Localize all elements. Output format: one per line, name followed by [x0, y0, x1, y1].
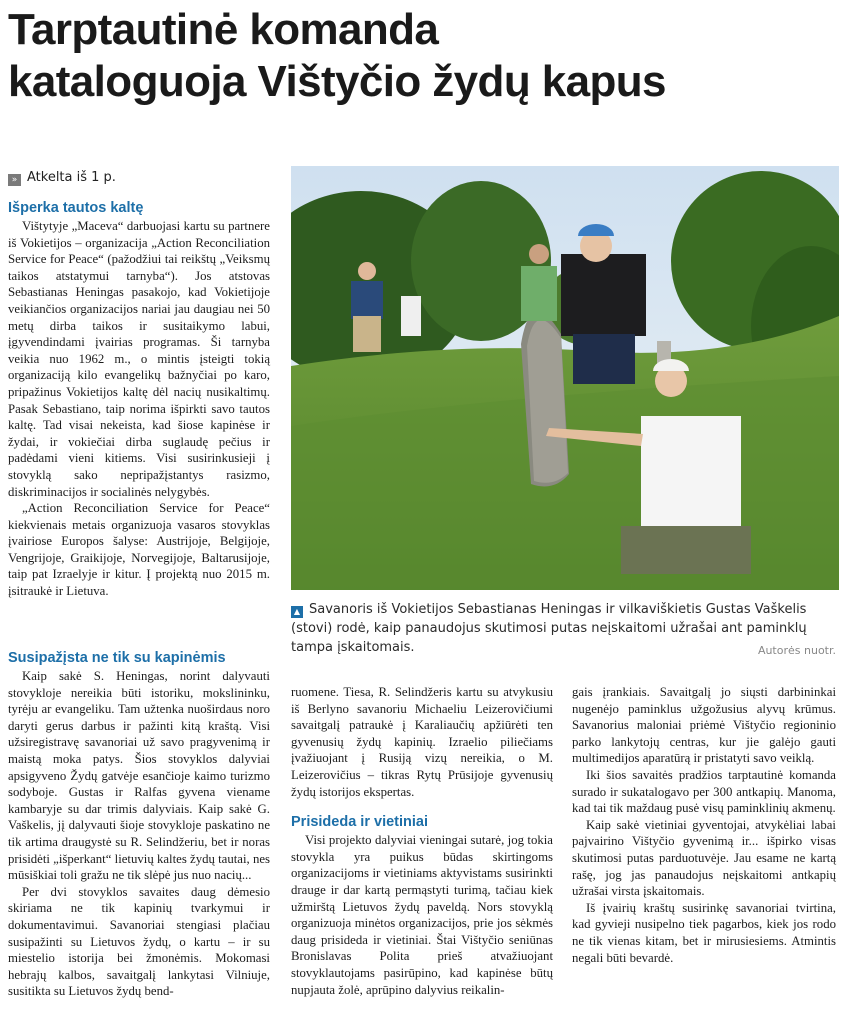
article-column-3 — [572, 684, 836, 966]
double-arrow-icon: » — [8, 174, 21, 186]
paragraph: Iki šios savaitės pradžios tarptautinė komanda surado ir sukatalogavo per 300 antkapių. Manoma, kad tai tik maždaug pusė visų paminklinių akmenų. — [572, 767, 836, 816]
paragraph: Visi projekto dalyviai vieningai sutarė, jog tokia stovykla yra puikus būdas skirtingoms organizacijoms ir vietiniams aktyvistams susirinkti drauge ir dar kartą permąstyti turimą, tačiau kiek užmirštą Lietuvos žydų paveldą. Nors stovyklą organizuoja minėtos organizacijos, prie jos sėkmės daug prisideda ir vietiniai. Štai Vištyčio seniūnas Bronislavas Polita prieš atvažiuojant stovyklautojams pasirūpino, kad kapinėse būtų nupjauta žolė, aprūpino dalyvius reikalin- — [291, 833, 553, 997]
paragraph: gais įrankiais. Savaitgalį jo siųsti darbininkai nugenėjo paminklus užgožusius alyvų krūmus. Savanorius maloniai priėmė Vištyčio regioninio parko lankytojų centras, kur jie galėjo gauti multimedijos aparatūrą ir pristatyti savo veiklą. — [572, 685, 836, 766]
triangle-up-icon: ▲ — [291, 606, 303, 618]
paragraph: Kaip sakė S. Heningas, norint dalyvauti stovykloje nereikia būti istoriku, mokslininku, tyrėju ar evangeliku. Tam užtenka nuoširdaus noro daryti gerus darbus ir pažinti kitą kraštą. Visi užsiregistravę savanoriai už savo pragyvenimą ir maistą moka patys. Šios stovyklos dalyviai apsigyveno Žydų gatvėje esančioje kaimo turizmo sodyboje. Gustas ir Ralfas gyvena viename kambaryje su dar trimis dalyviais. Kaip sakė G. Vaškelis, jį dalyvauti šioje stovykloje paskatino ne tik artima draugystė su R. Selindžeriu, bet ir noras prisidėti „išperkant“ lietuvių kaltes žydų tautai, nes mūsiškiai toli gražu ne tik slėpė jus nuo nacių... — [8, 669, 270, 883]
section-heading: Susipažįsta ne tik su kapinėmis — [8, 650, 226, 666]
paragraph: „Action Reconciliation Service for Peace“ kiekvienais metais organizuoja vasaros stovyklas įvairiose Europos šalyse: Austrijoje, Belgijoje, Vengrijoje, Graikijoje, Norvegijoje, Baltarusijoje, taip pat Izraelyje ir kitur. Į projektą nuo 2015 m. įsitraukė ir Lietuva. — [8, 501, 270, 599]
article-column-1-top — [8, 198, 270, 600]
section-heading: Išperka tautos kaltę — [8, 200, 144, 216]
photo-cemetery-volunteers — [291, 166, 839, 590]
section-heading: Prisideda ir vietiniai — [291, 814, 428, 831]
article-column-1-bottom — [8, 648, 270, 1000]
paragraph: ruomene. Tiesa, R. Selindžeris kartu su atvykusiu iš Berlyno savanoriu Michaeliu Leizerovičiumi savaitgalį patraukė į Karaliaučių apžiūrėti ten gyvenusių žydų kapinių. Izraelio piliečiams įvažiuojant į Rusiją vizų nereikia, o M. Leizerovičius – tikras Rytų Prūsijoje gyvenusių žydų istorijos ekspertas. — [291, 685, 553, 799]
continued-label: Atkelta iš 1 p. — [27, 170, 116, 185]
photo-caption — [291, 600, 836, 657]
headline-line1: Tarptautinė komanda — [8, 5, 439, 54]
continued-from — [8, 170, 116, 186]
headline-line2: kataloguoja Vištyčio žydų kapus — [8, 57, 666, 106]
caption-text: Savanoris iš Vokietijos Sebastianas Heningas ir vilkaviškietis Gustas Vaškelis (stovi) rodė, kaip panaudojus skutimosi putas neįskaitomi užrašai ant paminklų tampa įskaitomais. — [291, 602, 807, 655]
headline — [8, 4, 838, 108]
paragraph: Kaip sakė vietiniai gyventojai, atvykėliai labai pajvairino Vištyčio gyvenimą ir... išpirko visas skutimosi putas parduotuvėje. Jau esame ne kartą rašę, jog jas panaudojus neįskaitomi antkapių užrašai virsta įskaitomais. — [572, 817, 836, 899]
photo-credit: Autorės nuotr. — [757, 644, 836, 657]
paragraph: Iš įvairių kraštų susirinkę savanoriai tvirtina, kad gyvieji nusipelno tiek pagarbos, kiek jos rodo ne tik vienas kitam, bet ir mirusiesiems. Atmintis negali būti bevardė. — [572, 900, 836, 965]
paragraph: Per dvi stovyklos savaites daug dėmesio skiriama ne tik kapinių tvarkymui ir dokumentavimui. Savanoriai stengiasi plačiau susipažinti su Lietuvos žydų, o kartu – ir su miestelio istorija bei žmonėmis. Mokomasi hebrajų kalbos, savaitgalį lankytasi Vilniuje, susitikta su Lietuvos žydų bend- — [8, 884, 270, 999]
article-photo — [291, 166, 839, 590]
article-column-2 — [291, 684, 553, 998]
paragraph: Vištytyje „Maceva“ darbuojasi kartu su partnere iš Vokietijos – organizacija „Action Reconciliation Service for Peace“ (pažodžiui tai reikštų „Veiksmų taikos atstatymui tarnyba“). Jos atstovas Sebastianas Heningas pasakojo, kad Vokietijoje veikiančios organizacijos nariai jau daugiau nei 50 metų dirba taikos ir susitaikymo labui, įgyvendindami įvairias programas. Ši tarnyba veikia nuo 1962 m., o mintis įsteigti tokią organizaciją kilo evangelikų bažnyčiai po karo, pripažinus Vokietijos kaltę dėl nacių nusikaltimų. Pasak Sebastiano, taip norima išpirkti savo tautos kaltę. Tad visai nekeista, kad šiose kapinėse ir žydai, ir vokiečiai dirba suglaudę pečius ir padėdami vieni kitiems. Visi susirinkusieji į stovyklą sako nepripažįstantys rasizmo, diskriminacijos ir socialinės nelygybės. — [8, 219, 270, 499]
